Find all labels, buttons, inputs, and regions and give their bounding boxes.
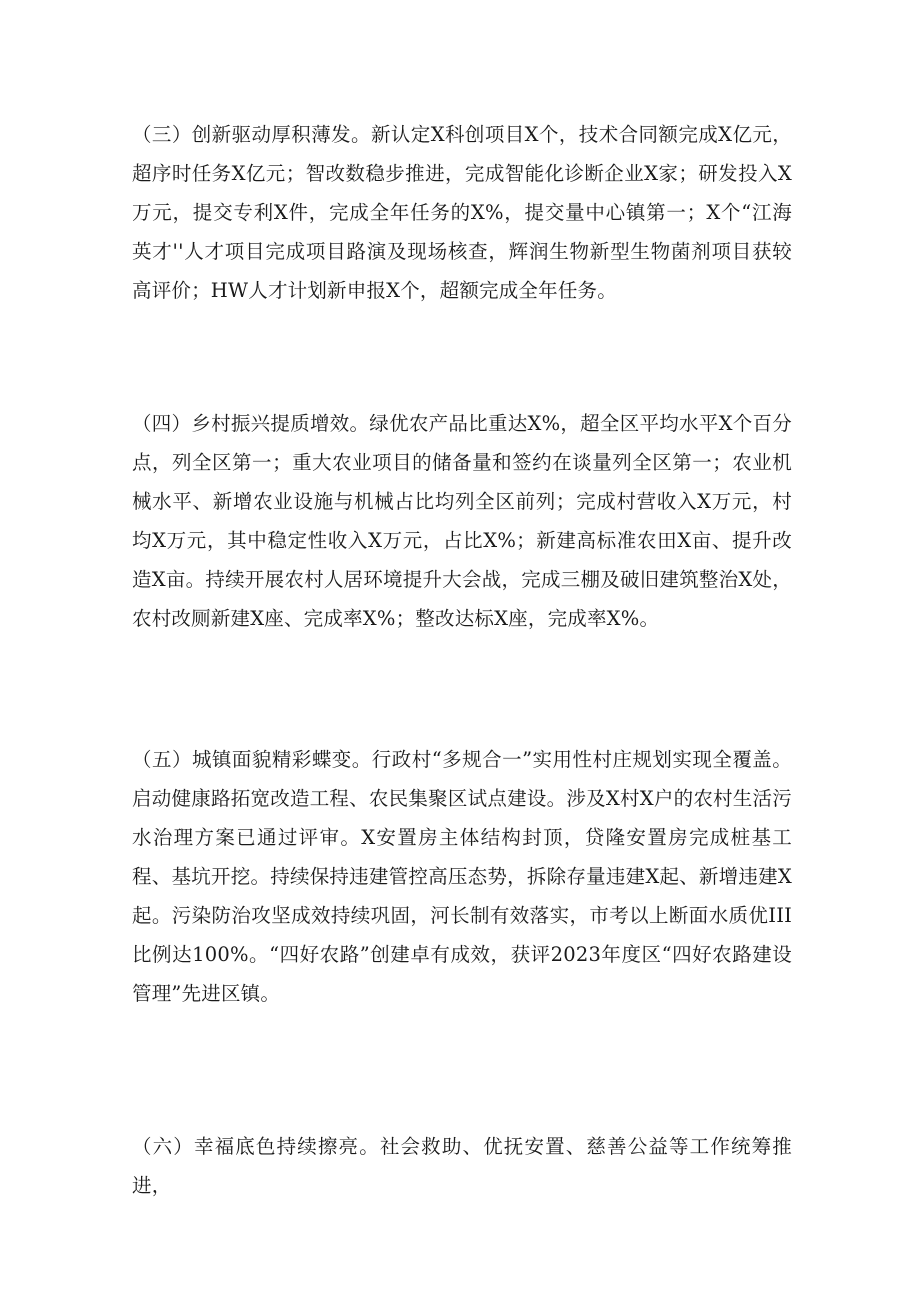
paragraph-rural-revitalization: （四）乡村振兴提质增效。绿优农产品比重达X%，超全区平均水平X个百分点，列全区第一；重大农业项目的储备量和签约在谈量列全区第一；农业机械水平、新增农业设施与机械占比均列全区前列；完成村营收入X万元，村均X万元，其中稳定性收入X万元，占比X%；新建高标准农田X亩、提升改造X亩。持续开展农村人居环境提升大会战，完成三棚及破旧建筑整治X处，农村改厕新建X座、完成率X%；整改达标X座，完成率X%。 [132, 412, 792, 630]
paragraph-urban-appearance: （五）城镇面貌精彩蝶变。行政村“多规合一”实用性村庄规划实现全覆盖。启动健康路拓宽改造工程、农民集聚区试点建设。涉及X村X户的农村生活污水治理方案已通过评审。X安置房主体结构封顶，贷隆安置房完成桩基工程、基坑开挖。持续保持违建管控高压态势，拆除存量违建X起、新增违建X起。污染防治攻坚成效持续巩固，河长制有效落实，市考以上断面水质优III比例达100%。“四好农路”创建卓有成效，获评2023年度区“四好农路建设管理”先进区镇。 [132, 748, 792, 1005]
paragraph-wellbeing: （六）幸福底色持续擦亮。社会救助、优抚安置、慈善公益等工作统筹推进， [132, 1135, 792, 1197]
paragraph-innovation: （三）创新驱动厚积薄发。新认定X科创项目X个，技术合同额完成X亿元，超序时任务X亿元；智改数稳步推进，完成智能化诊断企业X家；研发投入X万元，提交专利X件，完成全年任务的X%，提交量中心镇第一；X个“江海英才''人才项目完成项目路演及现场核查，辉润生物新型生物菌剂项目获较高评价；HW人才计划新申报X个，超额完成全年任务。 [132, 123, 792, 302]
